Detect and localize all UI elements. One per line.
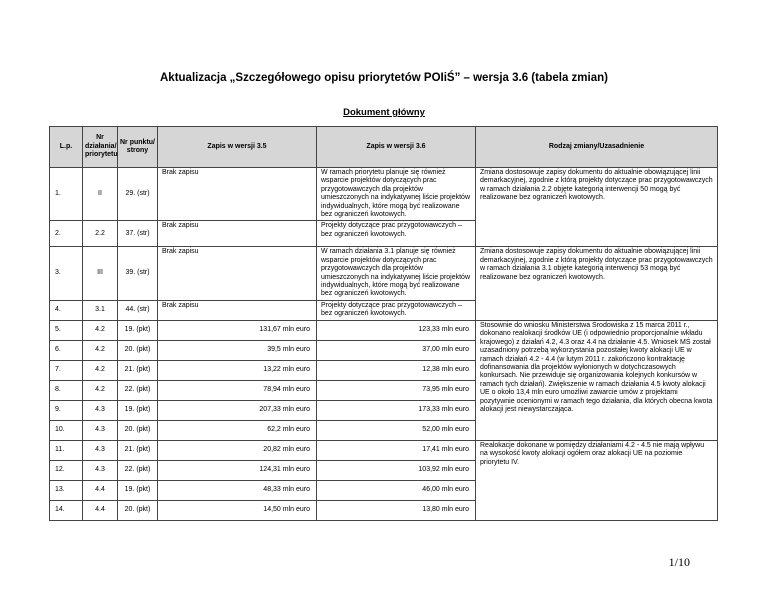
cell-v36: 46,00 mln euro — [317, 480, 476, 500]
cell-pkt: 20. (pkt) — [118, 500, 158, 520]
cell-v36: 173,33 mln euro — [317, 400, 476, 420]
table-row — [50, 247, 718, 300]
cell-v35: Brak zapisu — [158, 300, 317, 320]
cell-nr: 3.1 — [83, 300, 118, 320]
cell-v35: Brak zapisu — [158, 221, 317, 247]
cell-v35: 131,67 mln euro — [158, 320, 317, 340]
document-title: Aktualizacja „Szczegółowego opisu priorytetów POIiŚ” – wersja 3.6 (tabela zmian) — [160, 72, 608, 84]
cell-nr: III — [83, 247, 118, 300]
cell-nr: II — [83, 168, 118, 221]
cell-nr: 4.2 — [83, 340, 118, 360]
cell-v35: 13,22 mln euro — [158, 360, 317, 380]
cell-v35: Brak zapisu — [158, 247, 317, 300]
cell-lp: 8. — [50, 380, 83, 400]
cell-nr: 4.2 — [83, 320, 118, 340]
cell-nr: 4.3 — [83, 460, 118, 480]
cell-lp: 14. — [50, 500, 83, 520]
cell-v36: Projekty dotyczące prac przygotowawczych – bez ograniczeń kwotowych. — [317, 221, 476, 247]
cell-uzasadnienie: Stosownie do wniosku Ministerstwa Środowiska z 15 marca 2011 r., dokonano realokacji środków UE (i odpowiednio proporcjonalnie wkładu krajowego) z działań 4.2, 4.3 oraz 4.4 na działanie 4.5. Wniosek MŚ został uzasadniony potrzebą wykorzystania pozostałej kwoty alokacji UE w ramach działań 4.2 - 4.4 (w lutym 2011 r. zakończono kontraktację dofinansowania dla projektów wyłonionych w dotychczasowych konkursach. Nie przewiduje się organizowania kolejnych konkursów w ramach tych działań). Zwiększenie w ramach działania 4.5 kwoty alokacji UE o około 13,4 mln euro umożliwi zawarcie umów z projektami pozytywnie ocenionymi w ramach tego działania, dla których obecna kwota alokacji jest niewystarczająca. — [476, 320, 718, 440]
cell-pkt: 21. (pkt) — [118, 360, 158, 380]
cell-uzasadnienie: Zmiana dostosowuje zapisy dokumentu do aktualnie obowiązującej linii demarkacyjnej, zgodnie z którą projekty dotyczące prac przygotowawczych w ramach działania 2.2 objęte kategorią interwencji 50 mogą być realizowane bez ograniczeń kwotowych. — [476, 168, 718, 247]
cell-v35: 124,31 mln euro — [158, 460, 317, 480]
document-subtitle: Dokument główny — [343, 107, 425, 118]
cell-lp: 4. — [50, 300, 83, 320]
cell-v35: 62,2 mln euro — [158, 420, 317, 440]
table-row — [50, 440, 718, 460]
cell-v36: 37,00 mln euro — [317, 340, 476, 360]
cell-v36: Projekty dotyczące prac przygotowawczych – bez ograniczeń kwotowych. — [317, 300, 476, 320]
cell-pkt: 29. (str) — [118, 168, 158, 221]
cell-v36: 13,80 mln euro — [317, 500, 476, 520]
cell-nr: 4.2 — [83, 360, 118, 380]
cell-pkt: 19. (pkt) — [118, 320, 158, 340]
cell-nr: 4.3 — [83, 420, 118, 440]
cell-lp: 6. — [50, 340, 83, 360]
header-nr-dzialania: Nr działania/ priorytetu — [83, 127, 118, 168]
cell-pkt: 44. (str) — [118, 300, 158, 320]
cell-nr: 4.3 — [83, 400, 118, 420]
changes-table — [49, 126, 718, 521]
cell-v36: 73,95 mln euro — [317, 380, 476, 400]
cell-pkt: 39. (str) — [118, 247, 158, 300]
cell-v35: 207,33 mln euro — [158, 400, 317, 420]
header-zapis-35: Zapis w wersji 3.5 — [158, 127, 317, 168]
cell-lp: 2. — [50, 221, 83, 247]
cell-lp: 11. — [50, 440, 83, 460]
cell-nr: 4.2 — [83, 380, 118, 400]
cell-pkt: 19. (pkt) — [118, 480, 158, 500]
table-row — [50, 320, 718, 340]
cell-nr: 4.4 — [83, 500, 118, 520]
cell-pkt: 37. (str) — [118, 221, 158, 247]
cell-v36: 103,92 mln euro — [317, 460, 476, 480]
cell-pkt: 22. (pkt) — [118, 460, 158, 480]
cell-v35: 14,50 mln euro — [158, 500, 317, 520]
cell-lp: 5. — [50, 320, 83, 340]
cell-lp: 3. — [50, 247, 83, 300]
cell-nr: 4.3 — [83, 440, 118, 460]
cell-lp: 10. — [50, 420, 83, 440]
cell-pkt: 20. (pkt) — [118, 420, 158, 440]
cell-v36: 123,33 mln euro — [317, 320, 476, 340]
cell-uzasadnienie: Realokacje dokonane w pomiędzy działaniami 4.2 - 4.5 nie mają wpływu na wysokość kwoty alokacji ogółem oraz alokacji UE na poziomie priorytetu IV. — [476, 440, 718, 520]
cell-lp: 12. — [50, 460, 83, 480]
cell-nr: 4.4 — [83, 480, 118, 500]
cell-v35: 39,5 mln euro — [158, 340, 317, 360]
cell-pkt: 19. (pkt) — [118, 400, 158, 420]
cell-v36: W ramach działania 3.1 planuje się również wsparcie projektów dotyczących prac przygotowawczych dla projektów umieszczonych na indykatywnej liście projektów indywidualnych, które mogą być realizowane bez ograniczeń kwotowych. — [317, 247, 476, 300]
header-nr-punktu: Nr punktu/ strony — [118, 127, 158, 168]
cell-lp: 7. — [50, 360, 83, 380]
cell-v35: 78,94 mln euro — [158, 380, 317, 400]
cell-v35: 48,33 mln euro — [158, 480, 317, 500]
cell-pkt: 21. (pkt) — [118, 440, 158, 460]
cell-pkt: 20. (pkt) — [118, 340, 158, 360]
cell-pkt: 22. (pkt) — [118, 380, 158, 400]
cell-nr: 2.2 — [83, 221, 118, 247]
cell-lp: 1. — [50, 168, 83, 221]
table-row — [50, 168, 718, 221]
cell-v35: 20,82 mln euro — [158, 440, 317, 460]
cell-lp: 9. — [50, 400, 83, 420]
table-header-row — [50, 127, 718, 168]
cell-v36: 52,00 mln euro — [317, 420, 476, 440]
cell-lp: 13. — [50, 480, 83, 500]
page-number: 1/10 — [668, 555, 690, 569]
cell-v36: 17,41 mln euro — [317, 440, 476, 460]
cell-v36: 12,38 mln euro — [317, 360, 476, 380]
header-rodzaj-zmiany: Rodzaj zmiany/Uzasadnienie — [476, 127, 718, 168]
cell-uzasadnienie: Zmiana dostosowuje zapisy dokumentu do aktualnie obowiązującej linii demarkacyjnej, zgodnie z którą projekty dotyczące prac przygotowawczych w ramach działania 3.1 objęte kategorią interwencji 53 mogą być realizowane bez ograniczeń kwotowych. — [476, 247, 718, 320]
header-zapis-36: Zapis w wersji 3.6 — [317, 127, 476, 168]
cell-v35: Brak zapisu — [158, 168, 317, 221]
cell-v36: W ramach priorytetu planuje się również wsparcie projektów dotyczących prac przygotowawczych dla projektów umieszczonych na indykatywnej liście projektów indywidualnych, które mogą być realizowane bez ograniczeń kwotowych. — [317, 168, 476, 221]
header-lp: L.p. — [50, 127, 83, 168]
